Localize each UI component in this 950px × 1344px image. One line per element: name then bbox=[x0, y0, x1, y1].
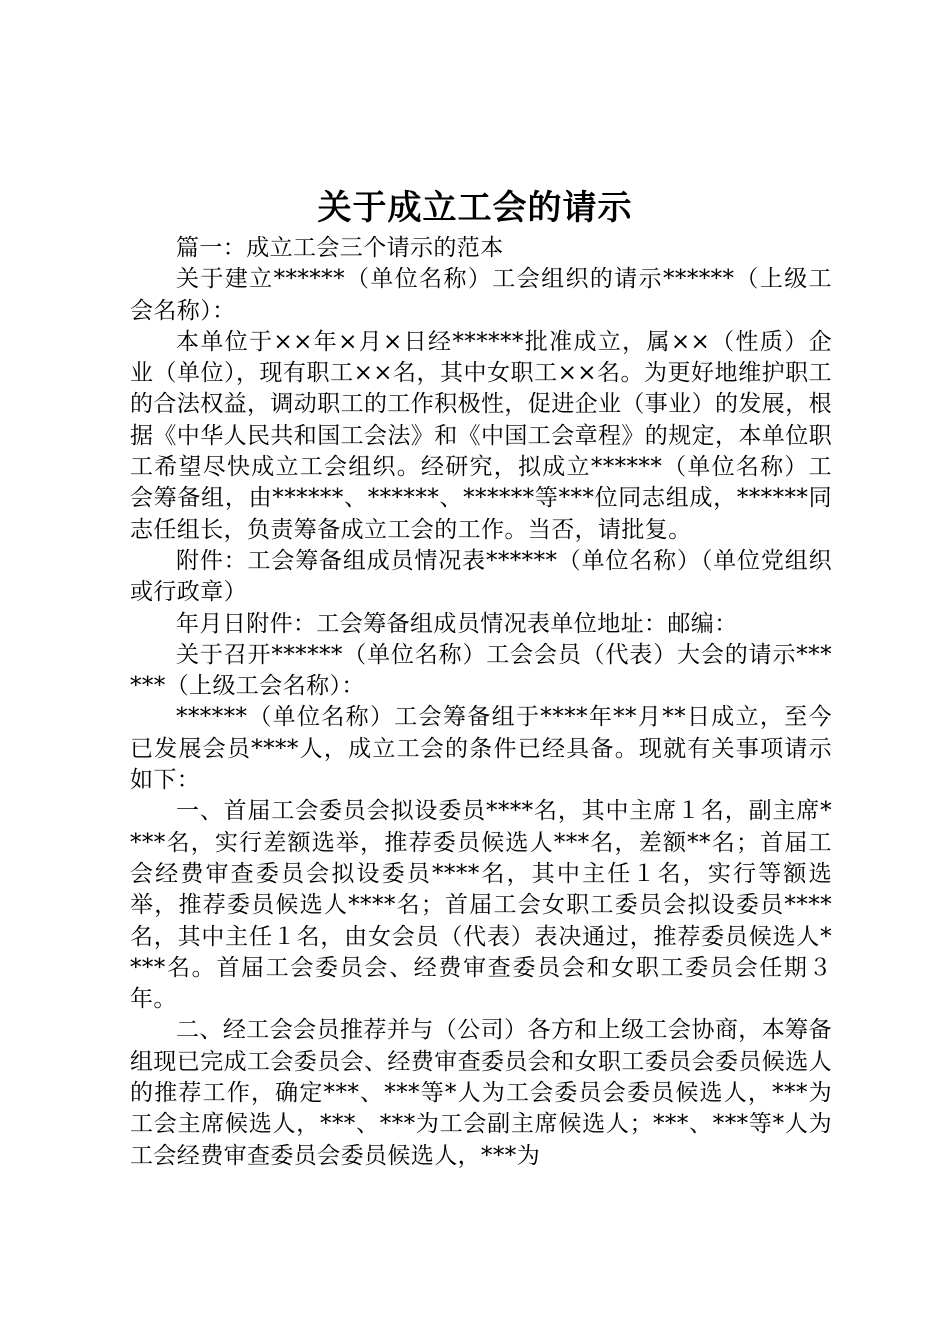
paragraph-item-1: 一、首届工会委员会拟设委员****名，其中主席１名，副主席****名，实行差额选举，推荐委员候选人***名，差额**名；首届工会经费审查委员会拟设委员****名，其中主任１名，实行等额选举，推荐委员候选人****名；首届工会女职工委员会拟设委员****名，其中主任１名，由女会员（代表）表决通过，推荐委员候选人****名。首届工会委员会、经费审查委员会和女职工委员会任期３年。 bbox=[130, 798, 832, 1013]
paragraph-request-body-2: ******（单位名称）工会筹备组于****年**月**日成立，至今已发展会员****人，成立工会的条件已经具备。现就有关事项请示如下： bbox=[130, 704, 832, 794]
paragraph-date-attachment: 年月日附件：工会筹备组成员情况表单位地址：邮编： bbox=[176, 610, 738, 637]
paragraph-item-2: 二、经工会会员推荐并与（公司）各方和上级工会协商，本筹备组现已完成工会委员会、经费审查委员会和女职工委员会委员候选人的推荐工作，确定***、***等*人为工会委员会委员候选人，***为工会主席候选人，***、***为工会副主席候选人；***、***等*人为工会经费审查委员会委员候选人，***为 bbox=[130, 1017, 832, 1169]
document-title: 关于成立工会的请示 bbox=[317, 188, 633, 228]
paragraph-request-header-2: 关于召开******（单位名称）工会会员（代表）大会的请示******（上级工会名称）： bbox=[130, 641, 832, 700]
paragraph-attachment-1: 附件：工会筹备组成员情况表******（单位名称）（单位党组织或行政章） bbox=[130, 547, 832, 606]
paragraph-section-heading: 篇一：成立工会三个请示的范本 bbox=[176, 235, 504, 261]
document-body bbox=[130, 233, 832, 1172]
paragraph-request-header-1: 关于建立******（单位名称）工会组织的请示******（上级工会名称）： bbox=[130, 266, 832, 324]
paragraph-request-body-1: 本单位于××年×月×日经******批准成立，属××（性质）企业（单位），现有职工××名，其中女职工××名。为更好地维护职工的合法权益，调动职工的工作积极性，促进企业（事业）的发展，根据《中华人民共和国工会法》和《中国工会章程》的规定，本单位职工希望尽快成立工会组织。经研究，拟成立******（单位名称）工会筹备组，由******、******、******等***位同志组成，******同志任组长，负责筹备成立工会的工作。当否，请批复。 bbox=[130, 328, 832, 543]
